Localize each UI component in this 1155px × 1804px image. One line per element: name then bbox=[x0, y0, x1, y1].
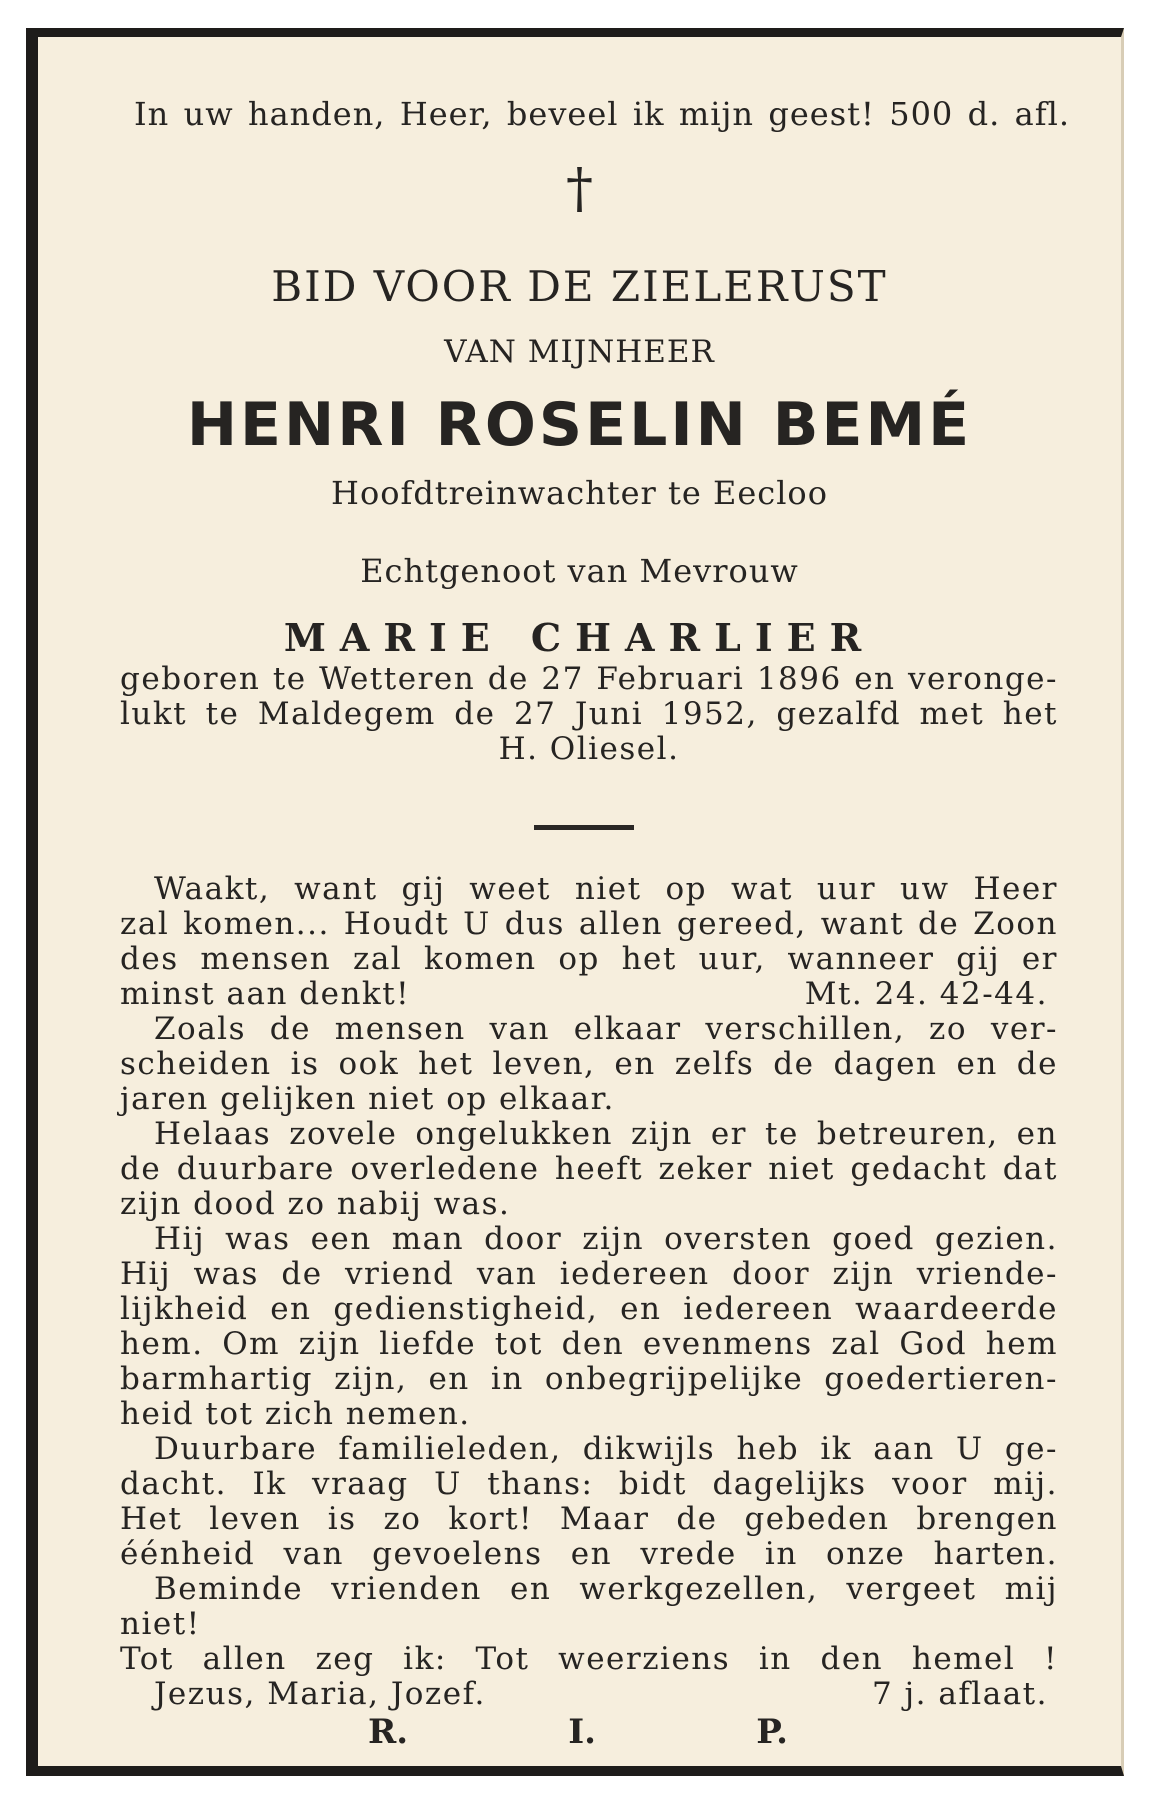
rip-line bbox=[368, 1712, 788, 1752]
spouse-name: MARIE CHARLIER bbox=[283, 615, 876, 660]
body-line: Duurbare familieleden, dikwijls heb ik aan U ge- bbox=[154, 1431, 1058, 1467]
body-line: heid tot zich nemen. bbox=[120, 1396, 471, 1432]
birth-line: lukt te Maldegem de 27 Juni 1952, gezalfd met het bbox=[120, 696, 1058, 732]
body-line: lijkheid en gedienstigheid, en iedereen waardeerde bbox=[120, 1291, 1058, 1327]
body-line: Hij was de vriend van iedereen door zijn vriende- bbox=[120, 1256, 1058, 1292]
body-line: Tot allen zeg ik: Tot weerziens in den hemel ! bbox=[120, 1641, 1058, 1677]
body-line: de duurbare overledene heeft zeker niet gedacht dat bbox=[120, 1151, 1058, 1187]
body-line: zal komen... Houdt U dus allen gereed, want de Zoon bbox=[120, 906, 1058, 942]
body-line: Hij was een man door zijn oversten goed gezien. bbox=[154, 1221, 1058, 1257]
body-line: dacht. Ik vraag U thans: bidt dagelijks voor mij. bbox=[120, 1466, 1058, 1502]
body-line: Beminde vrienden en werkgezellen, vergeet mij niet! bbox=[120, 1571, 1058, 1642]
body-line: zijn dood zo nabij was. bbox=[120, 1186, 511, 1222]
rip-letter: P. bbox=[756, 1712, 788, 1752]
body-line: éénheid van gevoelens en vrede in onze harten. bbox=[120, 1536, 1058, 1572]
spouse-label: Echtgenoot van Mevrouw bbox=[360, 552, 799, 590]
heading: BID VOOR DE ZIELERUST bbox=[271, 262, 888, 311]
body-line: jaren gelijken niet op elkaar. bbox=[120, 1081, 615, 1117]
body-line-part: Jezus, Maria, Jozef. bbox=[154, 1676, 486, 1712]
cross-icon: † bbox=[566, 157, 593, 220]
body-line: Waakt, want gij weet niet op wat uur uw Heer bbox=[154, 871, 1058, 907]
body-line: Het leven is zo kort! Maar de gebeden brengen bbox=[120, 1501, 1058, 1537]
body-line-part: minst aan denkt! bbox=[120, 976, 411, 1012]
body-line-part: 7 j. aflaat. bbox=[871, 1676, 1048, 1712]
body-line bbox=[120, 977, 1058, 1012]
body-line bbox=[120, 1677, 1058, 1712]
body-line-part: Mt. 24. 42-44. bbox=[804, 976, 1048, 1012]
memorial-card bbox=[26, 28, 1124, 1776]
body-line: hem. Om zijn liefde tot den evenmens zal God hem bbox=[120, 1326, 1058, 1362]
body-line: Zoals de mensen van elkaar verschillen, zo ver- bbox=[154, 1011, 1058, 1047]
body-line: Helaas zovele ongelukken zijn er te betreuren, en bbox=[154, 1116, 1058, 1152]
rip-letter: R. bbox=[368, 1712, 409, 1752]
birth-line: geboren te Wetteren de 27 Februari 1896 en veronge- bbox=[120, 661, 1058, 697]
body-text bbox=[120, 872, 1058, 1712]
occupation: Hoofdtreinwachter te Eecloo bbox=[331, 474, 828, 512]
deceased-name: HENRI ROSELIN BEMÉ bbox=[186, 390, 973, 460]
body-line: barmhartig zijn, en in onbegrijpelijke goedertieren- bbox=[120, 1361, 1058, 1397]
subheading: VAN MIJNHEER bbox=[444, 334, 715, 370]
birth-death-paragraph bbox=[120, 662, 1058, 767]
body-line: des mensen zal komen op het uur, wanneer gij er bbox=[120, 941, 1058, 977]
body-line: scheiden is ook het leven, en zelfs de dagen en de bbox=[120, 1046, 1058, 1082]
birth-line: H. Oliesel. bbox=[498, 731, 680, 767]
rip-letter: I. bbox=[568, 1712, 597, 1752]
prayer-line: In uw handen, Heer, beveel ik mijn geest! 500 d. afl. bbox=[134, 95, 1070, 133]
divider bbox=[534, 825, 634, 830]
